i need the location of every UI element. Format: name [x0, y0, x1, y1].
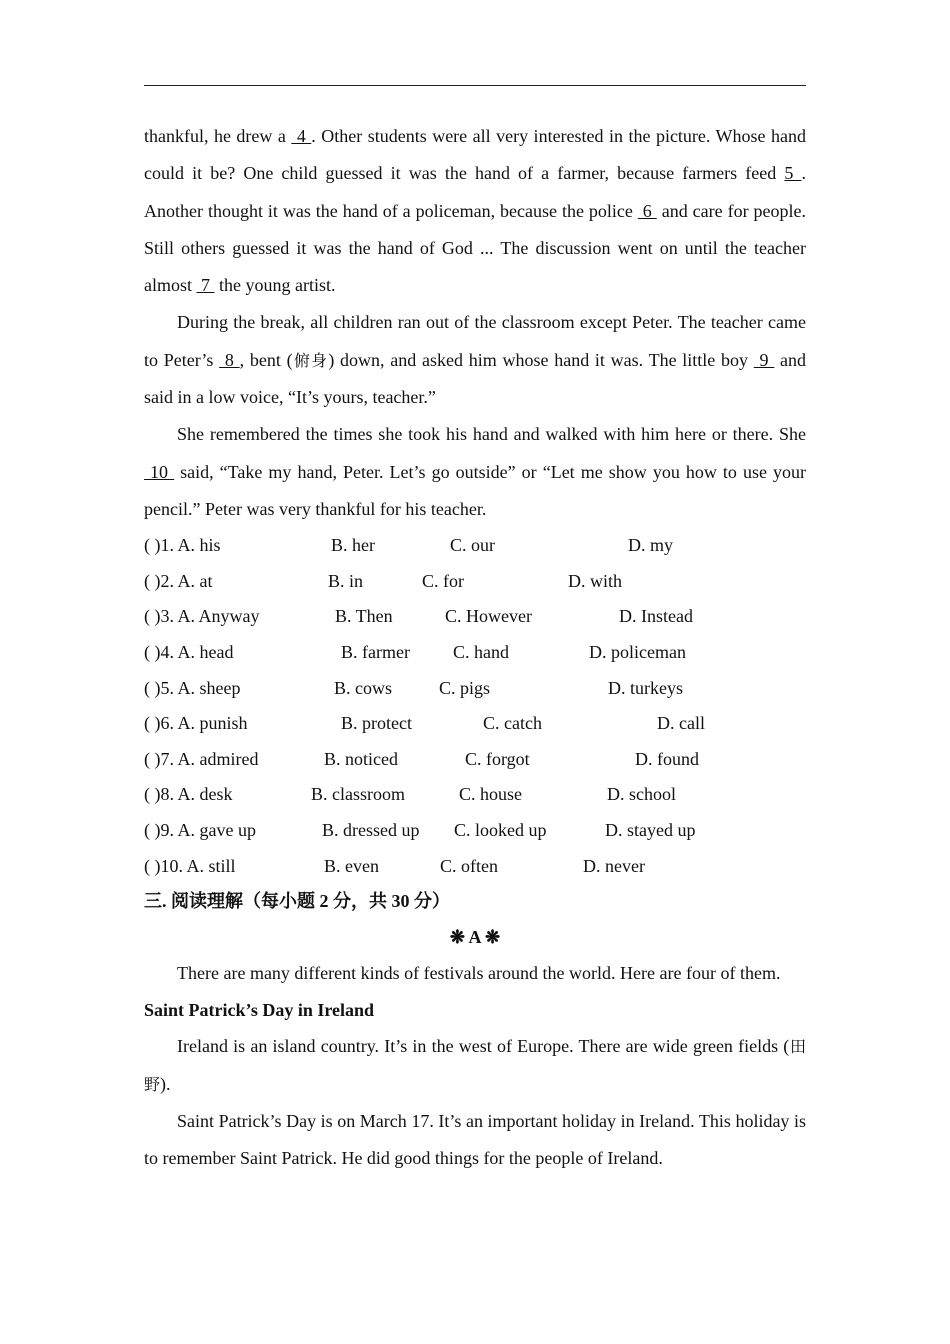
passage-paragraph-2: [144, 304, 806, 416]
blank-8: 8: [219, 349, 240, 370]
part-label: ❋ A ❋: [449, 926, 501, 947]
option-c: C. for: [422, 570, 464, 591]
option-a: ( )5. A. sheep: [144, 677, 241, 698]
option-c: C. looked up: [454, 820, 547, 841]
reading-paragraph-2: Saint Patrick’s Day is on March 17. It’s an important holiday in Ireland. This holiday is to remember Saint Patrick. He did good things for the people of Ireland.: [144, 1110, 806, 1169]
option-d: D. school: [607, 784, 676, 805]
text: She remembered the times she took his hand and walked with him here or there. She: [177, 424, 806, 445]
blank-10: 10: [144, 461, 175, 482]
option-d: D. call: [657, 713, 705, 734]
option-d: D. Instead: [619, 606, 693, 627]
option-d: D. found: [635, 748, 699, 769]
option-d: D. with: [568, 570, 622, 591]
option-d: D. my: [628, 535, 673, 556]
option-c: C. house: [459, 784, 522, 805]
reading-subhead: Saint Patrick’s Day in Ireland: [144, 999, 375, 1020]
option-b: B. farmer: [341, 642, 410, 663]
option-c: C. hand: [453, 642, 509, 663]
question-row: [144, 706, 806, 742]
text: thankful, he drew a: [144, 126, 292, 146]
reading-paragraph-1: [144, 1028, 806, 1103]
option-a: ( )7. A. admired: [144, 748, 259, 769]
option-a: ( )2. A. at: [144, 570, 213, 591]
option-c: C. catch: [483, 713, 542, 734]
option-a: ( )6. A. punish: [144, 713, 248, 734]
option-a: ( )10. A. still: [144, 855, 236, 876]
text: . Another thought it was the hand of a policeman, because the police: [144, 163, 807, 221]
option-c: C. However: [445, 606, 532, 627]
question-options: [144, 528, 806, 884]
option-d: D. never: [583, 855, 645, 876]
option-a: ( )3. A. Anyway: [144, 606, 260, 627]
option-b: B. even: [324, 855, 379, 876]
option-a: ( )8. A. desk: [144, 784, 233, 805]
question-row: [144, 671, 806, 707]
text: ) down, and asked him whose hand it was. The little boy: [328, 349, 754, 370]
question-row: [144, 635, 806, 671]
option-d: D. stayed up: [605, 820, 696, 841]
option-b: B. cows: [334, 677, 392, 698]
text: . Other students were all very interested in the picture. Whose hand could it be? One child guessed it was the hand of a farmer, because farmers feed: [144, 126, 807, 184]
passage-paragraph-3: [144, 416, 806, 528]
blank-9: 9: [753, 349, 775, 370]
option-d: D. policeman: [589, 642, 686, 663]
passage-paragraph-1: [144, 118, 806, 304]
question-row: [144, 849, 806, 885]
text: and care for people. Still others guessed it was the hand of God ... The discussion went on until the teacher almost: [144, 200, 806, 296]
blank-6: 6: [637, 200, 657, 221]
text: ).: [160, 1073, 171, 1094]
blank-5: 5: [784, 163, 802, 184]
question-row: [144, 813, 806, 849]
reading-intro: There are many different kinds of festivals around the world. Here are four of them.: [177, 963, 781, 984]
option-b: B. in: [328, 570, 364, 591]
section-title: 三. 阅读理解（每小题 2 分，共 30 分）: [144, 891, 450, 912]
option-b: B. classroom: [311, 784, 405, 805]
text: During the break, all children ran out of the classroom except Peter. The teacher came to Peter’s: [144, 312, 806, 370]
option-a: ( )9. A. gave up: [144, 820, 256, 841]
question-row: [144, 777, 806, 813]
option-c: C. our: [450, 535, 495, 556]
option-c: C. often: [440, 855, 498, 876]
question-row: [144, 742, 806, 778]
text: Ireland is an island country. It’s in the west of Europe. There are wide green fields (: [177, 1036, 790, 1057]
chinese-gloss: 俯身: [292, 350, 329, 370]
option-d: D. turkeys: [608, 677, 683, 698]
option-c: C. forgot: [465, 748, 530, 769]
text: and said in a low voice, “It’s yours, teacher.”: [144, 349, 806, 408]
option-a: ( )1. A. his: [144, 535, 221, 556]
option-b: B. her: [331, 535, 375, 556]
chinese-gloss: 田野: [144, 1037, 806, 1094]
option-b: B. Then: [335, 606, 393, 627]
option-b: B. protect: [341, 713, 412, 734]
page-content: [144, 118, 806, 1177]
option-b: B. dressed up: [322, 820, 420, 841]
option-b: B. noticed: [324, 748, 398, 769]
text: , bent (: [239, 349, 293, 370]
blank-7: 7: [196, 275, 215, 296]
text: said, “Take my hand, Peter. Let’s go outside” or “Let me show you how to use your pencil.” Peter was very thankful for his teacher.: [144, 461, 806, 519]
header-rule: [144, 85, 806, 86]
option-a: ( )4. A. head: [144, 642, 234, 663]
question-row: [144, 528, 806, 564]
question-row: [144, 564, 806, 600]
blank-4: 4: [291, 126, 312, 146]
text: the young artist.: [214, 275, 336, 296]
question-row: [144, 599, 806, 635]
option-c: C. pigs: [439, 677, 491, 698]
